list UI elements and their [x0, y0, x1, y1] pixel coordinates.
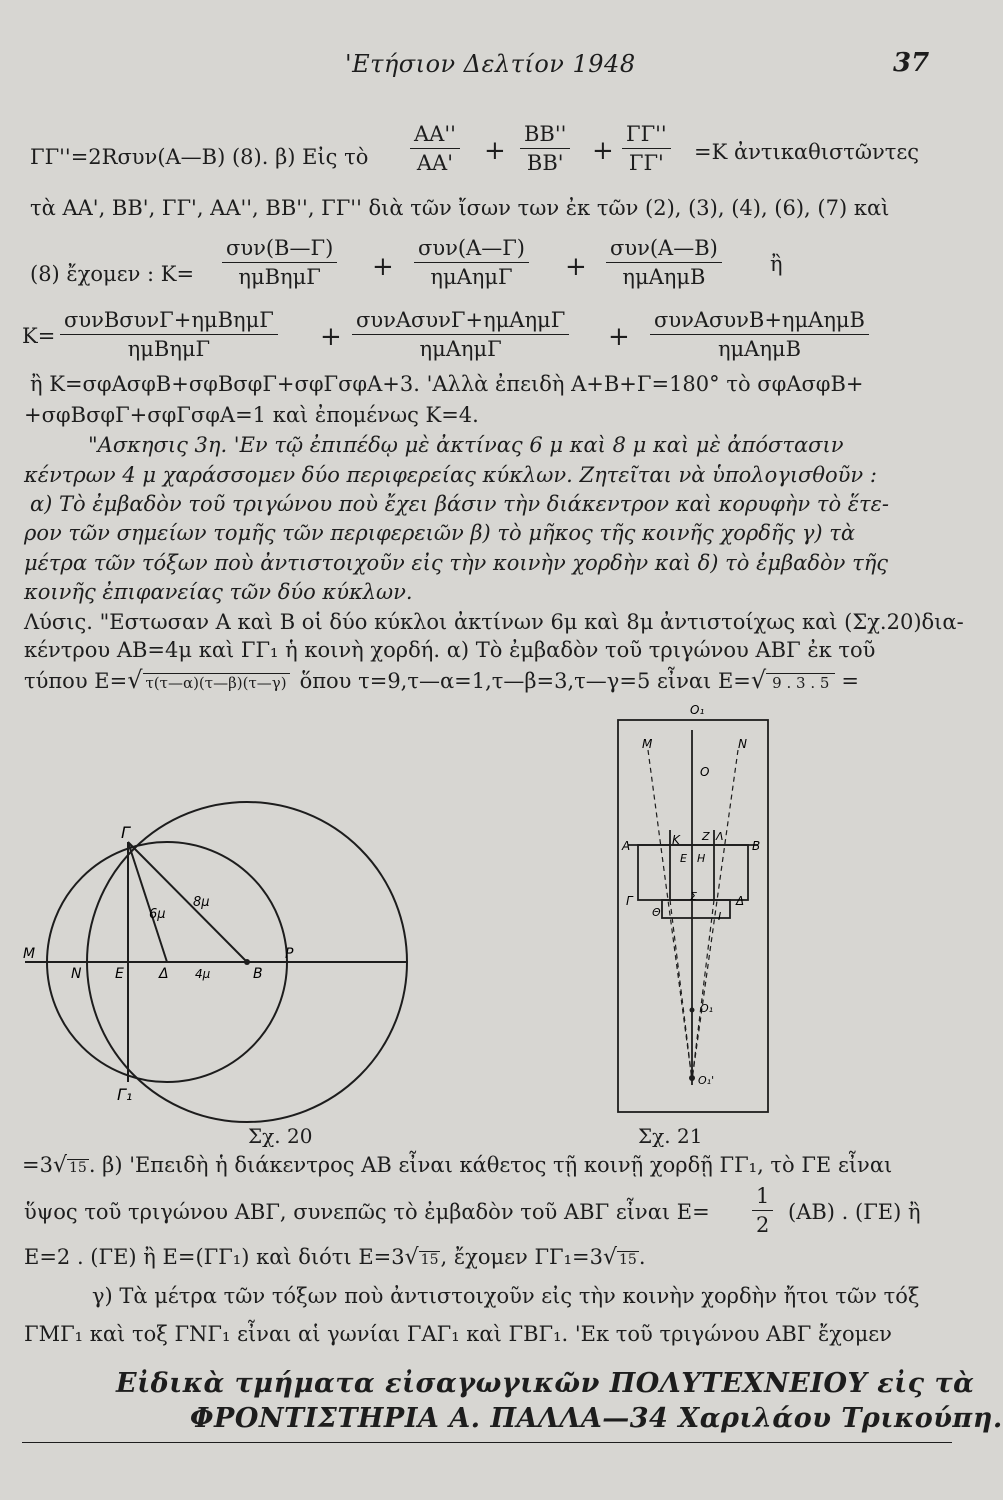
- label-e: Ε: [115, 966, 124, 982]
- label-k: Κ: [672, 833, 680, 847]
- ray-iota: [692, 900, 714, 1080]
- exercise-line-5: μέτρα τῶν τόξων ποὺ ἀντιστοιχοῦν εἰς τὴν κοινὴν χορδὴν καὶ δ) τὸ ἐμβαδὸν τῆς: [24, 551, 889, 575]
- fraction-numerator: 1: [752, 1184, 773, 1211]
- fraction-numerator: ΒΒ'': [520, 122, 570, 149]
- label-n: Ν: [738, 737, 747, 751]
- text-span: =: [841, 669, 860, 693]
- figure-20-caption: Σχ. 20: [248, 1124, 313, 1148]
- point-b: [244, 959, 250, 965]
- label-m: Μ: [642, 737, 653, 751]
- solution-line-5-left: ὕψος τοῦ τριγώνου ΑΒΓ, συνεπῶς τὸ ἐμβαδὸν τοῦ ΑΒΓ εἶναι Ε=: [24, 1200, 710, 1224]
- label-o1prime: Ο₁': [698, 1074, 715, 1087]
- solution-line-1: Λύσις. "Εστωσαν Α καὶ Β οἱ δύο κύκλοι ἀκτίνων 6μ καὶ 8μ ἀντιστοίχως καὶ (Σχ.20)δια-: [24, 610, 964, 634]
- figure-21-caption: Σχ. 21: [638, 1124, 703, 1148]
- line-5: ἢ Κ=σφΑσφΒ+σφΒσφΓ+σφΓσφΑ+3. 'Αλλὰ ἐπειδὴ Α+Β+Γ=180° τὸ σφΑσφΒ+: [30, 372, 864, 396]
- label-theta: Θ: [652, 906, 661, 919]
- label-eight-m: 8μ: [193, 895, 210, 910]
- radicand: 9 . 3 . 5: [766, 673, 835, 692]
- fraction-numerator: συν(Α—Γ): [414, 236, 529, 263]
- page-number: 37: [893, 48, 930, 78]
- line-6: +σφΒσφΓ+σφΓσφΑ=1 καὶ ἐπομένως Κ=4.: [24, 403, 479, 427]
- label-delta: Δ: [736, 894, 745, 908]
- radical-sign-icon: √: [127, 666, 143, 694]
- fraction-cos-a-g: [414, 236, 529, 289]
- ray-n: [692, 750, 738, 1080]
- text-span: Ε=2 . (ΓΕ) ἢ Ε=(ΓΓ₁) καὶ διότι Ε=3: [24, 1245, 405, 1269]
- fraction-one-half: [752, 1184, 773, 1237]
- label-lambda: Λ: [716, 830, 724, 843]
- exercise-line-4: ρον τῶν σημείων τομῆς τῶν περιφερειῶν β) τὸ μῆκος τῆς κοινῆς χορδῆς γ) τὰ: [24, 521, 856, 545]
- exercise-line-6: κοινῆς ἐπιφανείας τῶν δύο κύκλων.: [24, 580, 413, 604]
- bottom-rule: [22, 1442, 952, 1443]
- text-span: =3: [22, 1153, 53, 1177]
- fraction-numerator: συν(Α—Β): [606, 236, 722, 263]
- solution-line-5-right: (ΑΒ) . (ΓΕ) ἢ: [788, 1200, 921, 1224]
- fraction-expanded-3: [650, 308, 869, 361]
- label-gamma1: Γ₁: [117, 1085, 133, 1104]
- outer-frame: [618, 720, 768, 1112]
- fraction-denominator: ημΑημΓ: [430, 265, 513, 289]
- plus-sign: +: [565, 252, 587, 282]
- label-o: Ο: [700, 765, 710, 779]
- running-header: 'Ετήσιον Δελτίον 1948: [345, 50, 636, 78]
- line-1-left: ΓΓ''=2Rσυν(Α—Β) (8). β) Εἰς τὸ: [30, 145, 369, 169]
- label-rho: Ρ: [285, 946, 294, 962]
- label-gamma: Γ: [626, 894, 633, 908]
- fraction-aa: [410, 122, 460, 175]
- line-3-left: (8) ἔχομεν : Κ=: [30, 262, 195, 286]
- radical-sign-icon: √: [404, 1245, 419, 1270]
- fraction-denominator: ημΒημΓ: [238, 265, 321, 289]
- solution-line-2: κέντρου ΑΒ=4μ καὶ ΓΓ₁ ἡ κοινὴ χορδή. α) Τὸ ἐμβαδὸν τοῦ τριγώνου ΑΒΓ ἐκ τοῦ: [24, 638, 876, 662]
- label-e: Ε: [680, 852, 687, 865]
- fraction-gg: [622, 122, 671, 175]
- solution-line-3: [24, 666, 859, 694]
- plus-sign: +: [608, 322, 630, 352]
- point-o1: [690, 1008, 695, 1013]
- plus-sign: +: [372, 252, 394, 282]
- fraction-denominator: 2: [756, 1213, 770, 1237]
- label-b: Β: [752, 839, 761, 853]
- radical-sign-icon: √: [52, 1153, 67, 1178]
- fraction-denominator: ΑΑ': [416, 151, 453, 175]
- figure-21-diagram: [610, 700, 790, 1120]
- line-3-right: ἢ: [770, 252, 783, 276]
- plus-sign: +: [320, 322, 342, 352]
- radicand: 15: [420, 1252, 439, 1268]
- plus-sign: +: [592, 136, 614, 166]
- solution-line-7: γ) Τὰ μέτρα τῶν τόξων ποὺ ἀντιστοιχοῦν εἰς τὴν κοινὴν χορδὴν ἤτοι τῶν τόξ: [92, 1284, 920, 1308]
- exercise-line-1: "Ασκησις 3η. 'Εν τῷ ἐπιπέδῳ μὲ ἀκτίνας 6 μ καὶ 8 μ καὶ μὲ ἀπόστασιν: [88, 433, 844, 457]
- radicand: τ(τ—α)(τ—β)(τ—γ): [143, 673, 290, 692]
- fraction-denominator: ΓΓ': [628, 151, 664, 175]
- line-2: τὰ ΑΑ', ΒΒ', ΓΓ', ΑΑ'', ΒΒ'', ΓΓ'' διὰ τῶν ἴσων των ἐκ τῶν (2), (3), (4), (6), (7) καὶ: [30, 196, 890, 220]
- fraction-expanded-1: [60, 308, 278, 361]
- label-m: Μ: [23, 946, 36, 962]
- text-span: ὅπου τ=9,τ—α=1,τ—β=3,τ—γ=5 εἶναι Ε=: [299, 669, 751, 693]
- text-span: . β) 'Επειδὴ ἡ διάκεντρος ΑΒ εἶναι κάθετος τῇ κοινῇ χορδῇ ΓΓ₁, τὸ ΓΕ εἶναι: [88, 1153, 893, 1177]
- line-1-right: =Κ ἀντικαθιστῶντες: [694, 140, 920, 164]
- solution-line-6: [24, 1245, 646, 1270]
- solution-line-8: ΓΜΓ₁ καὶ τοξ ΓΝΓ₁ εἶναι αἱ γωνίαι ΓΑΓ₁ καὶ ΓΒΓ₁. 'Εκ τοῦ τριγώνου ΑΒΓ ἔχομεν: [24, 1322, 892, 1346]
- label-z: Ζ: [702, 830, 710, 843]
- line-4-left: Κ=: [22, 324, 56, 348]
- fraction-numerator: συνΒσυνΓ+ημΒημΓ: [60, 308, 278, 335]
- exercise-line-2: κέντρων 4 μ χαράσσομεν δύο περιφερείας κύκλων. Ζητεῖται νὰ ὑπολογισθοῦν :: [24, 463, 877, 487]
- fraction-denominator: ημΑημΒ: [717, 337, 802, 361]
- fraction-numerator: συν(Β—Γ): [222, 236, 337, 263]
- fraction-denominator: ημΒημΓ: [127, 337, 211, 361]
- label-o1-top: Ο₁: [690, 703, 705, 717]
- advertisement-line-1: Εἰδικὰ τμήματα εἰσαγωγικῶν ΠΟΛΥΤΕΧΝΕΙΟΥ εἰς τὰ: [116, 1368, 975, 1399]
- label-iota: Ι: [718, 910, 722, 923]
- fraction-expanded-2: [352, 308, 569, 361]
- text-span: .: [638, 1245, 646, 1269]
- fraction-numerator: ΓΓ'': [622, 122, 671, 149]
- label-delta: Δ: [159, 966, 169, 982]
- label-o1-mid: Ο₁: [700, 1002, 714, 1015]
- figure-20-diagram: [25, 780, 395, 1110]
- advertisement-line-2: ΦΡΟΝΤΙΣΤΗΡΙΑ Α. ΠΑΛΛΑ—34 Χαριλάου Τρικούπη.: [190, 1403, 1003, 1434]
- ray-theta: [670, 900, 692, 1080]
- fraction-numerator: συνΑσυνΒ+ημΑημΒ: [650, 308, 869, 335]
- radical-sign-icon: √: [750, 666, 767, 694]
- radicand: 15: [69, 1160, 87, 1176]
- solution-line-4: [22, 1153, 892, 1178]
- fraction-bb: [520, 122, 570, 175]
- label-four-m: 4μ: [195, 967, 211, 981]
- plus-sign: +: [484, 136, 506, 166]
- label-six-m: 6μ: [149, 907, 166, 922]
- fraction-denominator: ΒΒ': [526, 151, 564, 175]
- fraction-cos-b-g: [222, 236, 337, 289]
- fraction-denominator: ημΑημΓ: [419, 337, 502, 361]
- exercise-line-3: α) Τὸ ἐμβαδὸν τοῦ τριγώνου ποὺ ἔχει βάσιν τὴν διάκεντρον καὶ κορυφὴν τὸ ἕτε-: [30, 492, 890, 516]
- label-h: Η: [697, 852, 706, 865]
- radicand: 15: [619, 1252, 637, 1268]
- fraction-numerator: ΑΑ'': [410, 122, 460, 149]
- radical-sign-icon: √: [602, 1245, 617, 1270]
- fraction-numerator: συνΑσυνΓ+ημΑημΓ: [352, 308, 569, 335]
- text-span: , ἔχομεν ΓΓ₁=3: [440, 1245, 603, 1269]
- label-b: Β: [253, 966, 263, 982]
- text-span: τύπου Ε=: [24, 669, 128, 693]
- fraction-denominator: ημΑημΒ: [622, 265, 706, 289]
- label-a: Α: [622, 839, 631, 853]
- radius-6: [128, 842, 167, 962]
- point-o1prime: [689, 1075, 695, 1081]
- fraction-cos-a-b: [606, 236, 722, 289]
- label-sigma: Σ: [690, 890, 697, 903]
- label-n: Ν: [71, 966, 82, 982]
- label-gamma: Γ: [121, 823, 130, 842]
